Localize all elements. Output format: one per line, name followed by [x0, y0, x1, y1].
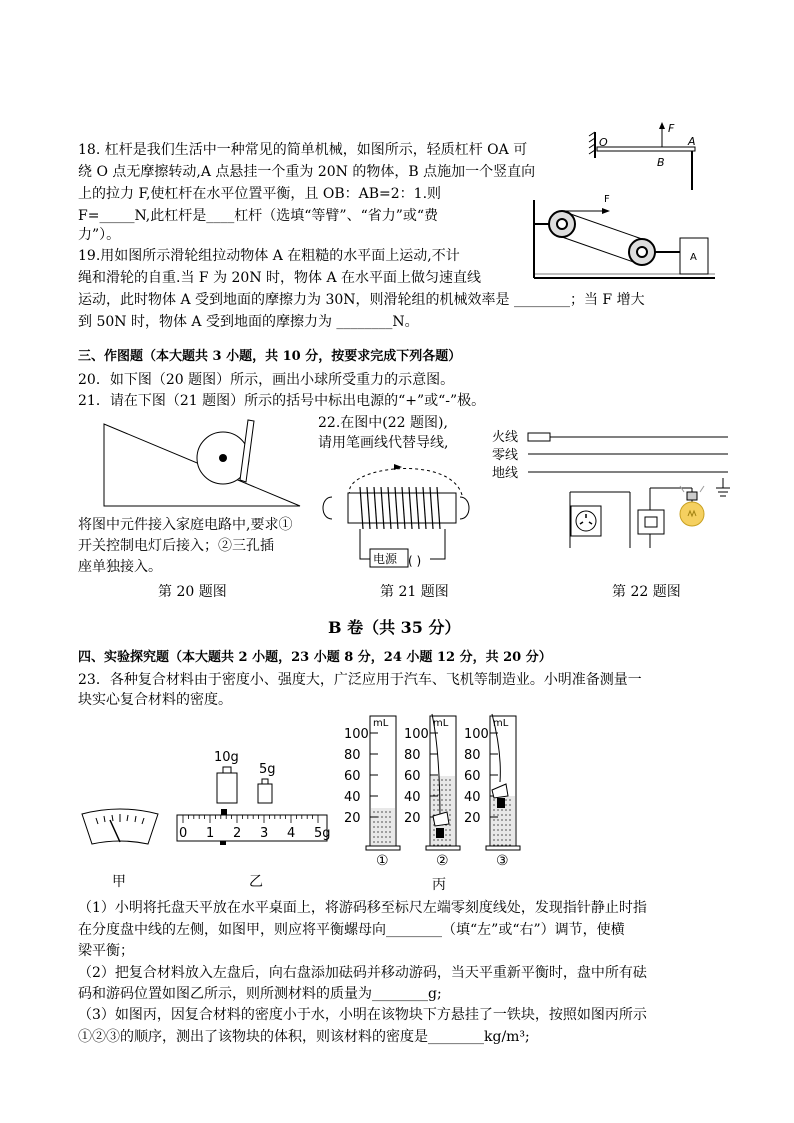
cylinder-scale-label: 40	[344, 790, 361, 805]
lever-label-o: O	[599, 136, 608, 149]
sec3-heading: 三、作图题（本大题共 3 小题，共 10 分，按要求完成下列各题）	[78, 349, 462, 364]
q19-line3: 运动，此时物体 A 受到地面的摩擦力为 30N，则滑轮组的机械效率是 ________；当 F 增大	[78, 292, 645, 308]
q22-text-c: 将图中元件接入家庭电路中,要求①	[78, 517, 293, 533]
iron-block	[436, 828, 444, 838]
pulley-label-f: F	[604, 194, 610, 205]
cylinder-number: ①	[376, 853, 389, 869]
cylinder-scale-label: 40	[464, 790, 481, 805]
weight-10g-label: 10g	[214, 750, 239, 765]
cylinder-scale-label: 80	[464, 748, 481, 763]
q23-p3-line1: （3）如图丙，因复合材料的密度小于水，小明在该物块下方悬挂了一铁块，按照如图丙所示	[78, 1007, 647, 1023]
cylinder-base	[426, 846, 460, 850]
q23-p3-line2: ①②③的顺序，测出了该物块的体积，则该材料的密度是________kg/m³;	[78, 1029, 530, 1045]
caption-fig20: 第 20 题图	[158, 584, 227, 600]
q23-p1-line3: 梁平衡；	[78, 943, 134, 959]
wire-neutral-label: 零线	[492, 448, 519, 463]
q18-line5: 力”）。	[78, 227, 121, 243]
q19-line2: 绳和滑轮的自重.当 F 为 20N 时，物体 A 在水平面上做匀速直线	[78, 270, 482, 286]
lever-label-a: A	[688, 135, 696, 148]
fig-label-jia: 甲	[112, 874, 126, 890]
scale-tick-label: 0	[179, 826, 188, 841]
lever-label-b: B	[657, 156, 665, 169]
bulb-icon	[680, 486, 704, 526]
pulley-figure	[530, 190, 720, 280]
cylinder-scale-label: 20	[464, 811, 481, 826]
q22-text-d: 开关控制电灯后接入；②三孔插	[78, 538, 274, 554]
cylinder-scale-label: 60	[404, 769, 421, 784]
polarity-bracket[interactable]: ( )	[408, 554, 422, 568]
q22-text-e: 座单独接入。	[78, 559, 162, 575]
caption-fig22: 第 22 题图	[612, 584, 681, 600]
cylinder-scale-label: 20	[404, 811, 421, 826]
lever-label-f: F	[668, 122, 675, 135]
q23-p1-line1: （1）小明将托盘天平放在水平桌面上，将游码移至标尺左端零刻度线处，发现指针静止时指	[78, 900, 647, 916]
q23-p2-line1: （2）把复合材料放入左盘后，向右盘添加砝码并移动游码，当天平重新平衡时，盘中所有砝	[78, 965, 647, 981]
cylinder-base	[486, 846, 520, 850]
q19-line4: 到 50N 时，物体 A 受到地面的摩擦力为 ________N。	[78, 314, 419, 330]
cylinder-scale-label: 60	[464, 769, 481, 784]
q21-text: 21．请在下图（21 题图）所示的括号中标出电源的“+”或“-”极。	[78, 393, 486, 409]
q23-p1-line2: 在分度盘中线的左侧，如图甲，则应将平衡螺母向________（填“左”或“右”）调节，使横	[78, 922, 625, 938]
q18-line2: 绕 O 点无摩擦转动,A 点悬挂一个重为 20N 的物体，B 点施加一个竖直向	[78, 164, 536, 180]
q23-p2-line2: 码和游码位置如图乙所示，则所测材料的质量为________g;	[78, 986, 442, 1002]
weights-scale-figure	[175, 745, 335, 850]
scale-tick-label: 4	[287, 826, 296, 841]
lever-figure	[585, 120, 705, 195]
cylinder-number: ②	[436, 853, 449, 869]
q22-text-b: 请用笔画线代替导线,	[318, 435, 449, 451]
solenoid-figure	[320, 455, 480, 570]
fig-label-yi: 乙	[249, 874, 263, 890]
incline-figure	[100, 418, 305, 510]
volume-b-title: B 卷（共 35 分）	[328, 618, 461, 637]
q18-line3: 上的拉力 F,使杠杆在水平位置平衡，且 OB：AB=2：1.则	[78, 186, 442, 202]
scale-tick-label: 2	[233, 826, 242, 841]
q23-line2: 块实心复合材料的密度。	[78, 692, 232, 708]
q19-line1: 19.用如图所示滑轮组拉动物体 A 在粗糙的水平面上运动,不计	[78, 248, 460, 264]
scale-tick-label: 5g	[314, 826, 331, 841]
cylinder-base	[366, 846, 400, 850]
cylinder-scale-label: 100	[344, 727, 369, 742]
wire-live-label: 火线	[492, 430, 519, 445]
cylinder-scale-label: 100	[464, 727, 489, 742]
wire-ground-label: 地线	[492, 466, 519, 481]
scale-tick-label: 1	[206, 826, 215, 841]
cylinder-scale-label: 60	[344, 769, 361, 784]
fig-label-bing: 丙	[432, 877, 446, 893]
q23-line1: 23．各种复合材料由于密度小、强度大，广泛应用于汽车、飞机等制造业。小明准备测量一	[78, 672, 642, 688]
pulley-label-a: A	[690, 252, 697, 263]
cylinder-unit: mL	[433, 718, 449, 729]
sec4-heading: 四、实验探究题（本大题共 2 小题，23 小题 8 分，24 小题 12 分，共 20 分）	[78, 650, 552, 665]
power-source-label: 电源	[373, 552, 398, 566]
cylinder-scale-label: 20	[344, 811, 361, 826]
caption-fig21: 第 21 题图	[380, 584, 449, 600]
iron-block	[497, 798, 505, 808]
q20-text: 20．如下图（20 题图）所示，画出小球所受重力的示意图。	[78, 372, 455, 388]
cylinder-number: ③	[496, 853, 509, 869]
q22-text-a: 22.在图中(22 题图),	[318, 415, 448, 431]
cylinder-unit: mL	[493, 718, 509, 729]
cylinder-scale-label: 80	[404, 748, 421, 763]
cylinder-scale-label: 100	[404, 727, 429, 742]
q18-line4: F=_____N,此杠杆是____杠杆（选填“等臂”、“省力”或“费	[78, 208, 439, 224]
balance-dial-figure	[80, 808, 160, 848]
cylinder-unit: mL	[373, 718, 389, 729]
scale-tick-label: 3	[260, 826, 269, 841]
rider[interactable]	[221, 809, 227, 815]
household-circuit-figure[interactable]	[520, 428, 740, 548]
cylinders-figure	[340, 712, 530, 872]
q18-line1: 18. 杠杆是我们生活中一种常见的简单机械，如图所示，轻质杠杆 OA 可	[78, 142, 528, 158]
cylinder-scale-label: 40	[404, 790, 421, 805]
cylinder-scale-label: 80	[344, 748, 361, 763]
weight-5g-label: 5g	[259, 762, 276, 777]
